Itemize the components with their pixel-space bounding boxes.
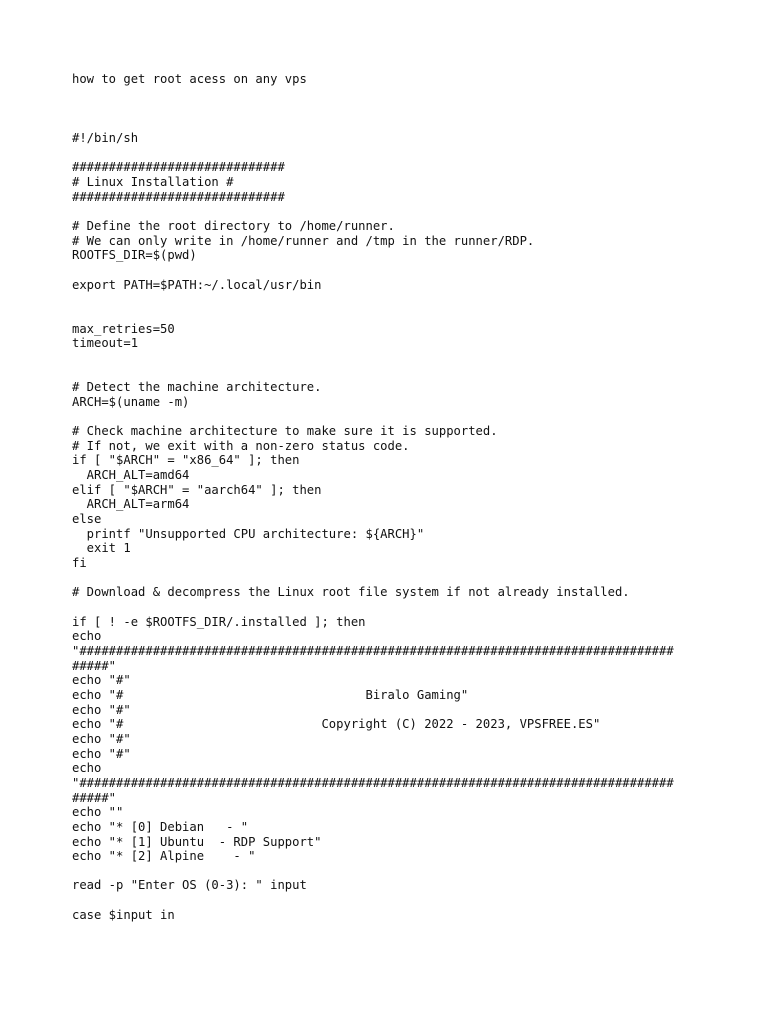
document-title: how to get root acess on any vps: [72, 72, 307, 86]
code-block: #!/bin/sh ############################# # Linux Installation # ############################# # Define the root directory to /home/runner. # We can only write in /home/runner and /tmp in the runner/RDP. ROOTFS_DIR=$(pwd) export PATH=$PATH:~/.local/usr/bin max_retries=50 timeout=1 # Detect the machine architecture. ARCH=$(uname -m) # Check machine architecture to make sure it is supported. # If not, we exit with a non-zero status code. if [ "$ARCH" = "x86_64" ]; then ARCH_ALT=amd64 elif [ "$ARCH" = "aarch64" ]; then ARCH_ALT=arm64 else printf "Unsupported CPU architecture: ${ARCH}" exit 1 fi # Download & decompress the Linux root file system if not already installed. if [ ! -e $ROOTFS_DIR/.installed ]; then echo "################################################################################# #####" echo "#" echo "# Biralo Gaming" echo "#" echo "# Copyright (C) 2022 - 2023, VPSFREE.ES" echo "#" echo "#" echo "################################################################################# #####" echo "" echo "* [0] Debian - " echo "* [1] Ubuntu - RDP Support" echo "* [2] Alpine - " read -p "Enter OS (0-3): " input case $input in: [72, 131, 674, 922]
